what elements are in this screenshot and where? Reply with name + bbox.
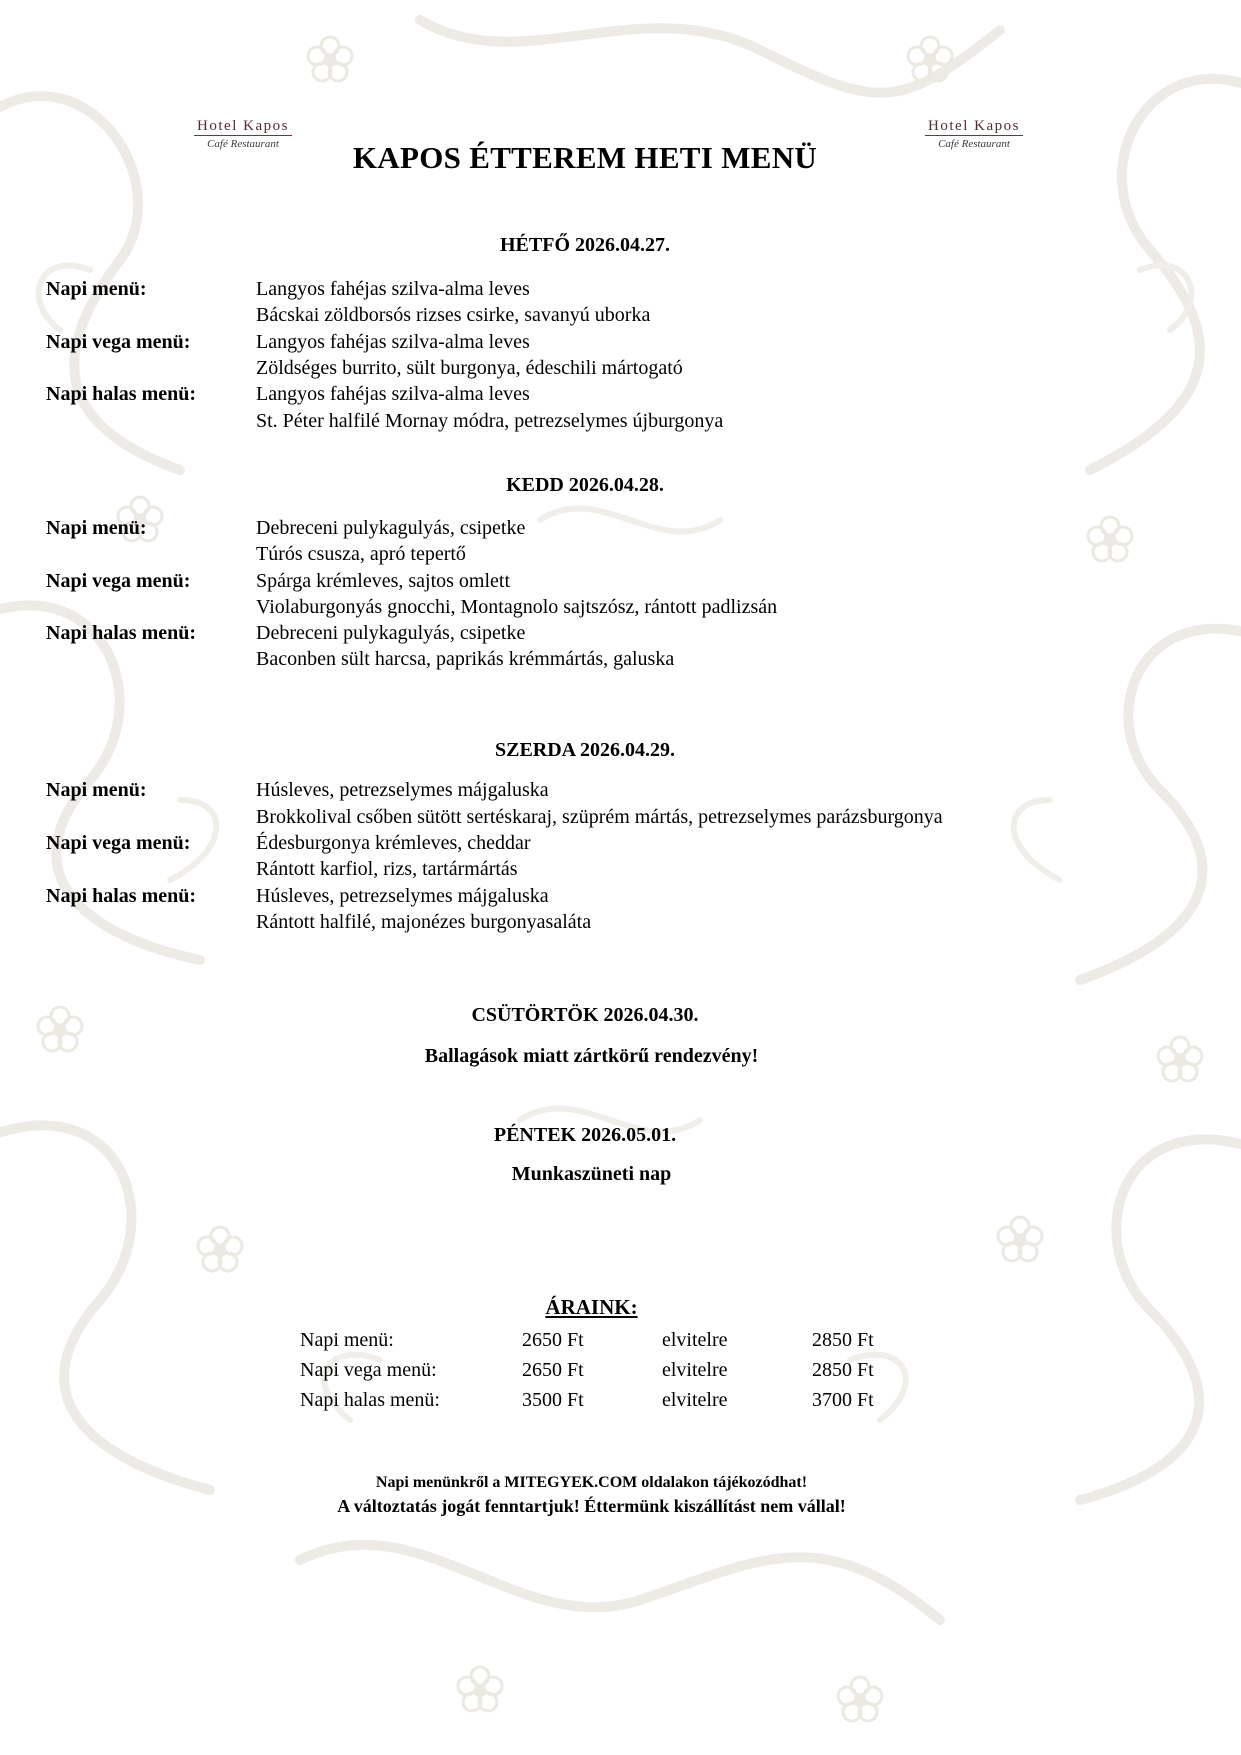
takeaway-price: 2850 Ft xyxy=(812,1359,874,1381)
dish-line: Rántott karfiol, rizs, tartármártás xyxy=(256,858,518,880)
fish-menu-label: Napi halas menü: xyxy=(46,622,197,644)
dish-line: Zöldséges burrito, sült burgonya, édeschili mártogató xyxy=(256,357,683,379)
fish-menu-label: Napi halas menü: xyxy=(46,885,197,907)
fish-menu-label: Napi halas menü: xyxy=(46,383,197,405)
dish-line: Langyos fahéjas szilva-alma leves xyxy=(256,383,530,405)
takeaway-label: elvitelre xyxy=(662,1359,728,1381)
dish-line: Spárga krémleves, sajtos omlett xyxy=(256,570,511,592)
price-row-name: Napi halas menü: xyxy=(300,1389,440,1411)
dish-line: Túrós csusza, apró tepertő xyxy=(256,543,466,565)
dish-line: Húsleves, petrezselymes májgaluska xyxy=(256,779,549,801)
dish-line: Debreceni pulykagulyás, csipetke xyxy=(256,517,526,539)
price-row-name: Napi vega menü: xyxy=(300,1359,437,1381)
day-heading-tuesday: KEDD 2026.04.28. xyxy=(506,474,664,496)
dish-line: St. Péter halfilé Mornay módra, petrezselymes újburgonya xyxy=(256,410,724,432)
day-heading-monday: HÉTFŐ 2026.04.27. xyxy=(499,234,670,256)
footer-info-line: Napi menünkről a MITEGYEK.COM oldalakon tájékozódhat! xyxy=(375,1474,808,1491)
dish-line: Debreceni pulykagulyás, csipetke xyxy=(256,622,526,644)
logo-subtitle: Café Restaurant xyxy=(938,138,1010,150)
price-row-name: Napi menü: xyxy=(300,1329,394,1351)
dish-line: Langyos fahéjas szilva-alma leves xyxy=(256,331,530,353)
dish-line: Bácskai zöldborsós rizses csirke, savanyú uborka xyxy=(256,304,651,326)
page-title: KAPOS ÉTTEREM HETI MENÜ xyxy=(352,140,818,175)
footer-disclaimer-line: A változtatás jogát fenntartjuk! Éttermünk kiszállítást nem vállal! xyxy=(337,1496,846,1516)
takeaway-price: 3700 Ft xyxy=(812,1389,874,1411)
logo-subtitle: Café Restaurant xyxy=(207,138,279,150)
logo-name: Hotel Kapos xyxy=(197,118,289,134)
vega-menu-label: Napi vega menü: xyxy=(46,832,191,854)
vega-menu-label: Napi vega menü: xyxy=(46,331,191,353)
dish-line: Violaburgonyás gnocchi, Montagnolo sajtszósz, rántott padlizsán xyxy=(256,596,778,618)
menu-label: Napi menü: xyxy=(46,517,147,539)
prices-title: ÁRAINK: xyxy=(545,1295,638,1319)
price-value: 2650 Ft xyxy=(522,1359,584,1381)
logo-rule xyxy=(925,135,1023,136)
menu-label: Napi menü: xyxy=(46,278,147,300)
closed-event-note: Ballagások miatt zártkörű rendezvény! xyxy=(424,1045,759,1067)
dish-line: Rántott halfilé, majonézes burgonyasaláta xyxy=(256,911,592,933)
dish-line: Brokkolival csőben sütött sertéskaraj, szüprém mártás, petrezselymes parázsburgonya xyxy=(256,806,943,828)
price-value: 2650 Ft xyxy=(522,1329,584,1351)
dish-line: Baconben sült harcsa, paprikás krémmártás, galuska xyxy=(256,648,675,670)
day-heading-friday: PÉNTEK 2026.05.01. xyxy=(493,1124,677,1146)
logo-name: Hotel Kapos xyxy=(928,118,1020,134)
dish-line: Langyos fahéjas szilva-alma leves xyxy=(256,278,530,300)
dish-line: Húsleves, petrezselymes májgaluska xyxy=(256,885,549,907)
day-heading-thursday: CSÜTÖRTÖK 2026.04.30. xyxy=(471,1004,699,1026)
dish-line: Édesburgonya krémleves, cheddar xyxy=(256,832,531,854)
takeaway-price: 2850 Ft xyxy=(812,1329,874,1351)
takeaway-label: elvitelre xyxy=(662,1389,728,1411)
day-heading-wednesday: SZERDA 2026.04.29. xyxy=(494,739,676,761)
price-value: 3500 Ft xyxy=(522,1389,584,1411)
holiday-note: Munkaszüneti nap xyxy=(511,1163,672,1185)
menu-label: Napi menü: xyxy=(46,779,147,801)
vega-menu-label: Napi vega menü: xyxy=(46,570,191,592)
takeaway-label: elvitelre xyxy=(662,1329,728,1351)
logo-rule xyxy=(194,135,292,136)
